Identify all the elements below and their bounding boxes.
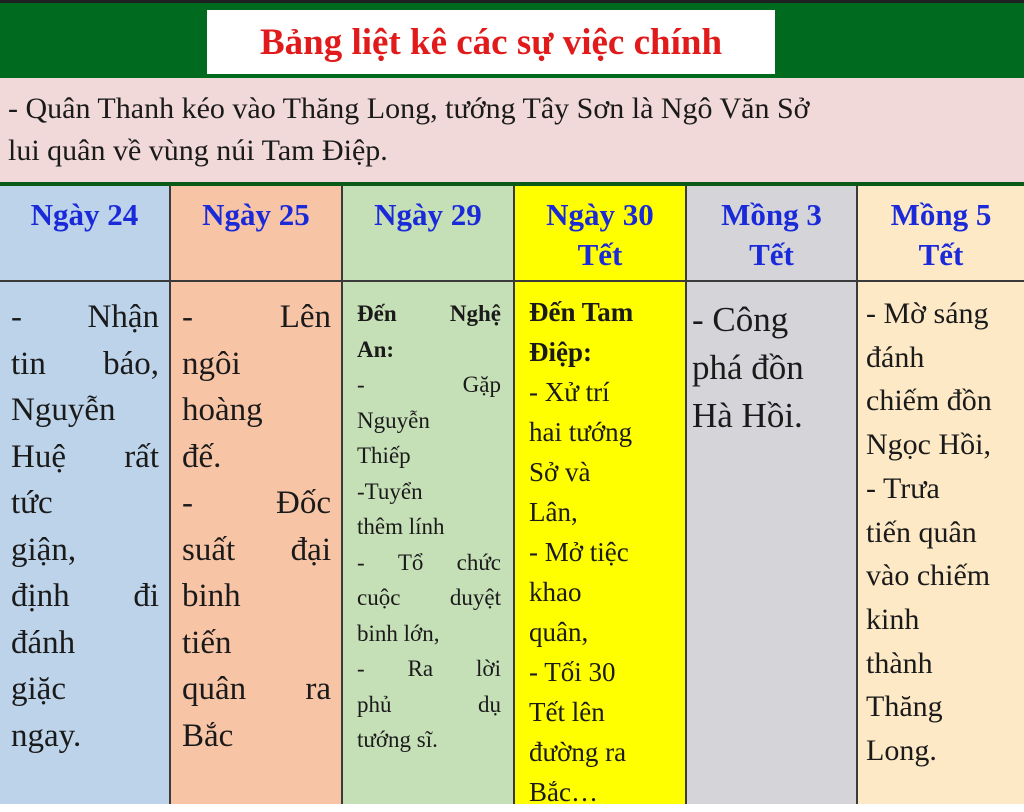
- word: binh: [182, 578, 241, 614]
- cell-line: [182, 713, 331, 760]
- word: An:: [357, 336, 395, 362]
- column-body: [687, 282, 856, 440]
- word: - Mờ sáng: [866, 297, 989, 330]
- column-header: [343, 186, 513, 282]
- word: đại: [290, 531, 331, 568]
- column-ngay-24: [0, 186, 169, 804]
- column-body: [171, 282, 341, 759]
- word: đường ra: [529, 737, 627, 767]
- word: Lên: [279, 299, 331, 335]
- word: vào chiếm: [866, 559, 991, 593]
- word: suất: [182, 531, 236, 568]
- cell-line: [529, 692, 673, 732]
- word: hai tướng: [529, 417, 633, 447]
- column-mong-3-tet: [685, 186, 856, 804]
- title-bar: [0, 0, 1024, 78]
- word: -: [357, 656, 365, 681]
- header-line: Tết: [749, 237, 794, 272]
- cell-line: [866, 511, 1012, 555]
- cell-line: [866, 685, 1012, 729]
- cell-line: [529, 292, 673, 332]
- word: quân,: [529, 617, 589, 647]
- word: - Công: [692, 300, 789, 339]
- word: cuộc: [357, 585, 401, 610]
- word: -: [357, 372, 365, 397]
- word: rất: [124, 438, 159, 475]
- cell-line: [866, 423, 1012, 467]
- cell-line: [357, 580, 501, 616]
- column-header: [0, 186, 169, 282]
- word: tiến: [182, 624, 232, 661]
- word: -: [357, 549, 365, 575]
- header-line: Ngày 24: [30, 197, 139, 232]
- column-header: [515, 186, 685, 282]
- cell-line: [529, 452, 673, 492]
- word: lời: [476, 656, 501, 681]
- cell-line: [11, 573, 159, 620]
- header-line: Tết: [918, 237, 964, 272]
- cell-line: [529, 772, 673, 812]
- word: Lân,: [529, 497, 578, 527]
- word: Tết lên: [529, 697, 605, 727]
- cell-line: [182, 527, 331, 574]
- cell-line: [357, 474, 501, 510]
- word: Điệp:: [529, 337, 592, 367]
- cell-line: [11, 294, 159, 341]
- cell-line: [866, 379, 1012, 423]
- cell-line: [182, 573, 331, 620]
- cell-line: [866, 336, 1012, 380]
- word: Đến Tam: [529, 297, 634, 327]
- word: quân: [182, 671, 247, 707]
- cell-line: [11, 480, 159, 527]
- intro-text: [0, 78, 1024, 182]
- word: Bắc…: [529, 777, 598, 807]
- cell-line: [182, 341, 331, 388]
- header-line: Mồng 5: [890, 197, 992, 232]
- cell-line: [529, 732, 673, 772]
- column-ngay-30-tet: [513, 186, 685, 807]
- word: -: [11, 299, 22, 335]
- cell-line: [357, 367, 501, 403]
- word: Nhận: [87, 299, 159, 335]
- cell-line: [11, 666, 159, 713]
- word: Bắc: [182, 717, 234, 754]
- column-header: [858, 186, 1024, 282]
- word: khao: [529, 577, 582, 607]
- word: phá đồn: [692, 348, 804, 387]
- cell-line: [529, 492, 673, 532]
- cell-line: [182, 387, 331, 434]
- word: đi: [133, 578, 159, 614]
- cell-line: [692, 392, 846, 440]
- column-header: [171, 186, 341, 282]
- column-header: [687, 186, 856, 282]
- cell-line: [357, 722, 501, 758]
- cell-line: [692, 344, 846, 392]
- page-title: Bảng liệt kê các sự việc chính: [207, 10, 775, 74]
- word: Huệ: [11, 438, 66, 475]
- cell-line: [866, 554, 1012, 598]
- cell-line: [11, 341, 159, 388]
- cell-line: [182, 620, 331, 667]
- header-line: Ngày 30: [546, 197, 654, 232]
- header-line: Ngày 29: [374, 197, 482, 232]
- cell-line: [529, 652, 673, 692]
- word: - Trưa: [866, 471, 940, 505]
- word: Thiếp: [357, 443, 411, 468]
- header-line: Mồng 3: [721, 197, 822, 232]
- cell-line: [357, 403, 501, 439]
- cell-line: [529, 532, 673, 572]
- cell-line: [182, 294, 331, 341]
- word: giận,: [11, 531, 77, 568]
- cell-line: [357, 296, 501, 332]
- word: Đốc: [276, 485, 331, 521]
- word: đánh: [866, 340, 925, 374]
- word: ra: [305, 671, 331, 707]
- cell-line: [357, 545, 501, 581]
- word: Đến: [357, 301, 397, 326]
- word: giặc: [11, 671, 66, 707]
- cell-line: [529, 612, 673, 652]
- word: chức: [456, 549, 501, 575]
- cell-line: [357, 616, 501, 652]
- word: Nguyễn: [357, 407, 430, 433]
- word: đánh: [11, 624, 76, 661]
- cell-line: [357, 509, 501, 545]
- intro-line: - Quân Thanh kéo vào Thăng Long, tướng Tây Sơn là Ngô Văn Sở: [8, 92, 810, 125]
- word: thành: [866, 646, 933, 680]
- cell-line: [11, 527, 159, 574]
- cell-line: [357, 332, 501, 368]
- cell-line: [529, 332, 673, 372]
- cell-line: [11, 387, 159, 434]
- word: - Xử trí: [529, 377, 610, 407]
- word: chiếm đồn: [866, 384, 992, 418]
- header-line: Tết: [577, 237, 623, 272]
- column-body: [343, 282, 513, 758]
- cell-line: [357, 687, 501, 723]
- word: ngôi: [182, 345, 241, 382]
- cell-line: [529, 572, 673, 612]
- column-body: [0, 282, 169, 759]
- cell-line: [529, 412, 673, 452]
- cell-line: [866, 292, 1012, 336]
- word: phủ: [357, 691, 392, 717]
- cell-line: [866, 598, 1012, 642]
- word: - Mở tiệc: [529, 537, 629, 567]
- word: dụ: [478, 691, 501, 717]
- column-ngay-25: [169, 186, 341, 804]
- cell-line: [692, 296, 846, 344]
- column-mong-5-tet: [856, 186, 1024, 804]
- word: tướng sĩ.: [357, 727, 438, 752]
- word: -: [182, 485, 193, 521]
- word: Tổ: [397, 549, 424, 575]
- word: tức: [11, 485, 53, 521]
- cell-line: [11, 434, 159, 481]
- word: Ngọc Hồi,: [866, 428, 991, 462]
- cell-line: [529, 372, 673, 412]
- cell-line: [182, 434, 331, 481]
- intro-line: lui quân về vùng núi Tam Điệp.: [8, 134, 388, 167]
- column-body: [858, 282, 1024, 773]
- word: Gặp: [462, 372, 501, 397]
- word: -Tuyển: [357, 478, 423, 504]
- word: duyệt: [449, 585, 501, 610]
- word: tin: [11, 345, 46, 382]
- column-ngay-29: [341, 186, 513, 804]
- word: Thăng: [866, 690, 943, 724]
- word: thêm lính: [357, 514, 445, 539]
- word: -: [182, 299, 193, 335]
- cell-line: [357, 651, 501, 687]
- word: Ra: [407, 656, 434, 681]
- word: hoàng: [182, 392, 263, 428]
- word: Nghệ: [449, 301, 501, 326]
- word: Nguyễn: [11, 392, 116, 428]
- word: Hà Hồi.: [692, 396, 803, 435]
- word: tiến quân: [866, 515, 977, 549]
- cell-line: [182, 480, 331, 527]
- word: binh lớn,: [357, 620, 440, 646]
- word: đế.: [182, 438, 222, 475]
- word: - Tối 30: [529, 657, 616, 687]
- cell-line: [357, 438, 501, 474]
- cell-line: [866, 642, 1012, 686]
- header-line: Ngày 25: [202, 197, 310, 232]
- word: Sở và: [529, 457, 591, 487]
- word: định: [11, 578, 70, 614]
- cell-line: [11, 620, 159, 667]
- word: kinh: [866, 602, 920, 636]
- column-body: [515, 282, 685, 812]
- word: báo,: [103, 345, 159, 382]
- word: Long.: [866, 734, 937, 768]
- word: ngay.: [11, 717, 82, 754]
- cell-line: [866, 729, 1012, 773]
- cell-line: [11, 713, 159, 760]
- cell-line: [866, 467, 1012, 511]
- cell-line: [182, 666, 331, 713]
